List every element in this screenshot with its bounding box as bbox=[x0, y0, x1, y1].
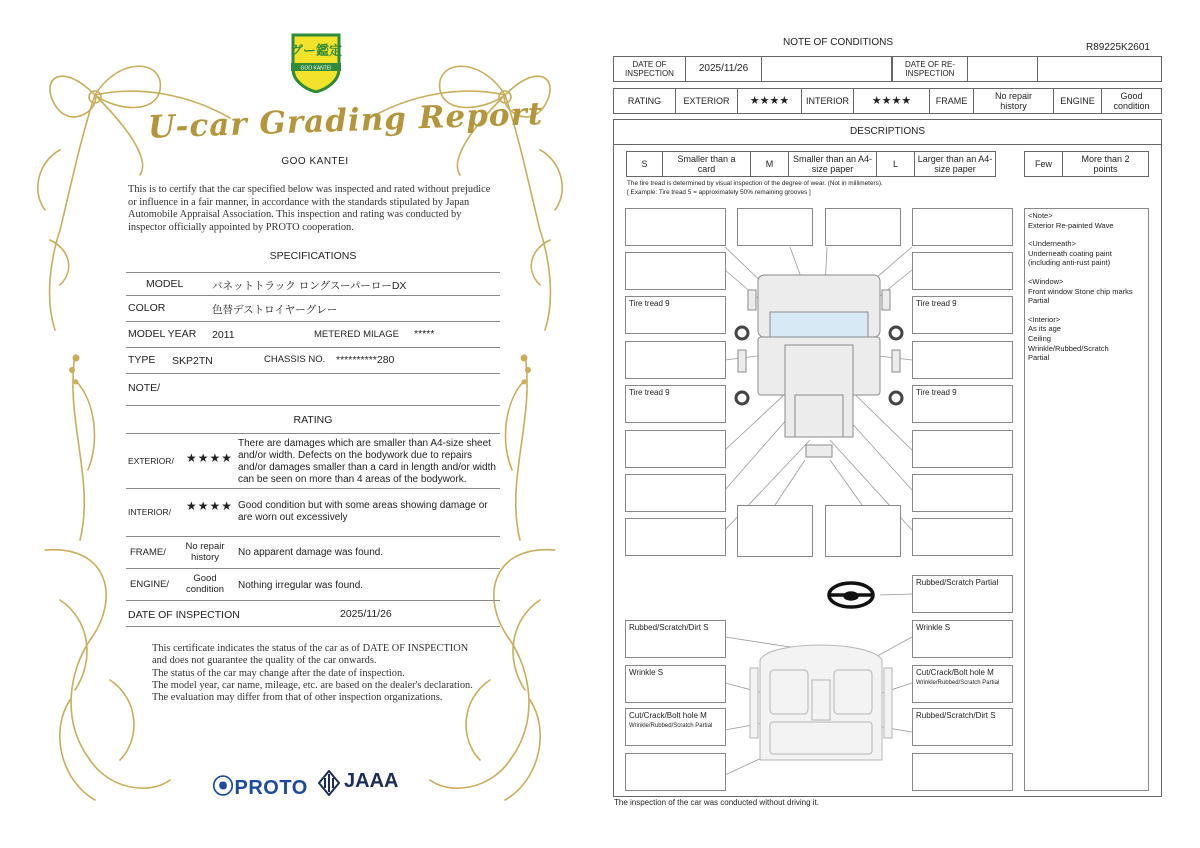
exterior-stars: ★★★★ bbox=[186, 451, 234, 465]
chassis-value: **********280 bbox=[336, 354, 395, 366]
svg-text:グー鑑定: グー鑑定 bbox=[289, 44, 343, 59]
exterior-box-l6 bbox=[625, 430, 726, 468]
interior-left-3-main: Cut/Crack/Bolt hole M bbox=[629, 711, 707, 720]
note-row bbox=[126, 374, 500, 406]
interior-description: Good condition but with some areas showing damage or are worn out excessively bbox=[238, 500, 488, 523]
model-value: バネットトラック ロングスーパーローDX bbox=[212, 280, 407, 292]
interior-right-2-note bbox=[912, 665, 1013, 703]
interior-right-3-note: Rubbed/Scratch/Dirt S bbox=[912, 708, 1013, 746]
exterior-box-r8 bbox=[912, 518, 1013, 556]
certification-text: This is to certify that the car specified below was inspected and rated without prejudice or influence in a fair manner, in accordance with the standards stipulated by Japan Automobile Appraisal Association. This inspection and rating was conducted by inspector officially appointed by PROTO cooperation. bbox=[128, 184, 491, 233]
note-interior-1: As its age bbox=[1028, 324, 1061, 334]
exterior-box-l7 bbox=[625, 474, 726, 512]
interior-label: INTERIOR bbox=[802, 89, 854, 113]
exterior-label: EXTERIOR bbox=[676, 89, 738, 113]
date-of-inspection-row bbox=[126, 601, 500, 627]
date-label: DATE OF INSPECTION bbox=[128, 609, 240, 621]
type-label: TYPE bbox=[128, 354, 156, 366]
footer-line-3: The model year, car name, mileage, etc. are based on the dealer's declaration. bbox=[152, 679, 473, 691]
exterior-box-r1 bbox=[912, 208, 1013, 246]
exterior-box-l8 bbox=[625, 518, 726, 556]
frame-value: No repair history bbox=[974, 89, 1054, 113]
interior-rating-row bbox=[126, 489, 500, 537]
tire-tread-front-left: Tire tread 9 bbox=[625, 296, 726, 334]
exterior-box-r7 bbox=[912, 474, 1013, 512]
report-subtitle: GOO KANTEI bbox=[281, 156, 349, 167]
legend-few-text: More than 2 points bbox=[1081, 154, 1130, 174]
exterior-box-t2 bbox=[825, 208, 901, 246]
frame-value: No repair history bbox=[185, 541, 225, 563]
rating-label: RATING bbox=[614, 89, 676, 113]
engine-label: ENGINE/ bbox=[130, 579, 170, 590]
note-label: NOTE/ bbox=[128, 382, 161, 394]
proto-logo bbox=[212, 770, 308, 801]
rating-heading: RATING bbox=[293, 414, 333, 426]
note-interior-heading: <Interior> bbox=[1028, 314, 1061, 324]
engine-value: Good condition bbox=[1113, 91, 1150, 111]
color-label: COLOR bbox=[128, 302, 166, 314]
jaaa-logo-icon bbox=[318, 770, 340, 796]
interior-right-1-note: Wrinkle S bbox=[912, 620, 1013, 658]
note-exterior: Exterior Re-painted Wave bbox=[1028, 220, 1114, 230]
jaaa-logo-text: JAAA bbox=[344, 770, 399, 792]
chassis-label: CHASSIS NO. bbox=[264, 354, 326, 365]
engine-label: ENGINE bbox=[1054, 89, 1102, 113]
exterior-stars: ★★★★ bbox=[738, 89, 802, 113]
model-year-label: MODEL YEAR bbox=[128, 328, 197, 340]
conditions-title: NOTE OF CONDITIONS bbox=[783, 37, 893, 48]
exterior-rating-row bbox=[126, 433, 500, 489]
date-of-reinspection-label: DATE OF RE-INSPECTION bbox=[892, 57, 968, 81]
engine-description: Nothing irregular was found. bbox=[238, 580, 364, 591]
inspection-footer: The inspection of the car was conducted without driving it. bbox=[614, 798, 819, 807]
footer-line-1: This certificate indicates the status of the car as of DATE OF INSPECTION and does not guarantee the quality of the car onwards. bbox=[152, 643, 469, 667]
interior-right-2-sub: Wrinkle/Rubbed/Scratch Partial bbox=[916, 680, 1000, 686]
exterior-box-l1 bbox=[625, 208, 726, 246]
exterior-box-r2 bbox=[912, 252, 1013, 290]
interior-left-3-sub: Wrinkle/Rubbed/Scratch Partial bbox=[629, 723, 713, 729]
exterior-description: There are damages which are smaller than A4-size sheet and/or width. Defects on the bodywork due to repairs and/or damages smaller than a card in length and/or width can be seen on more than 4 areas of the bodywork. bbox=[238, 438, 496, 485]
exterior-box-r6 bbox=[912, 430, 1013, 468]
mileage-label: METERED MILAGE bbox=[314, 329, 399, 340]
legend-s: S bbox=[627, 152, 663, 176]
reference-number: R89225K2601 bbox=[1086, 42, 1150, 53]
exterior-box-l2 bbox=[625, 252, 726, 290]
tire-tread-rear-left: Tire tread 9 bbox=[625, 385, 726, 423]
interior-left-2-note: Wrinkle S bbox=[625, 665, 726, 703]
proto-logo-icon: ⦿ bbox=[212, 774, 235, 799]
interior-stars: ★★★★ bbox=[186, 499, 234, 513]
interior-dash-left-note: Rubbed/Scratch/Dirt S bbox=[625, 620, 726, 658]
specifications-heading: SPECIFICATIONS bbox=[269, 250, 357, 262]
interior-right-2-main: Cut/Crack/Bolt hole M bbox=[916, 668, 994, 677]
report-title: U-car Grading Report bbox=[147, 95, 544, 146]
type-value: SKP2TN bbox=[172, 355, 213, 367]
descriptions-heading: DESCRIPTIONS bbox=[614, 120, 1161, 145]
interior-box-r4 bbox=[912, 753, 1013, 791]
color-value: 色替デストロイヤーグレー bbox=[212, 304, 338, 316]
date-of-inspection-label: DATE OF INSPECTION bbox=[614, 57, 686, 81]
frame-label: FRAME/ bbox=[130, 547, 166, 558]
exterior-box-b1 bbox=[737, 505, 813, 557]
certificate-footer bbox=[152, 643, 482, 704]
date-of-inspection-value: 2025/11/26 bbox=[686, 57, 762, 81]
frame-label: FRAME bbox=[930, 89, 974, 113]
legend-l: L bbox=[877, 152, 915, 176]
legend-s-text: Smaller than a card bbox=[663, 152, 751, 176]
note-interior-4: Partial bbox=[1028, 353, 1050, 363]
engine-value: Good condition bbox=[185, 573, 225, 595]
proto-logo-text: PROTO bbox=[234, 777, 308, 799]
note-of-conditions-sheet bbox=[600, 0, 1200, 848]
legend-few: Few bbox=[1025, 152, 1063, 176]
date-value: 2025/11/26 bbox=[340, 608, 392, 620]
note-interior-2: Ceiling bbox=[1028, 333, 1051, 343]
model-row bbox=[126, 272, 500, 296]
exterior-box-t1 bbox=[737, 208, 813, 246]
exterior-label: EXTERIOR/ bbox=[128, 456, 174, 466]
interior-steering-note: Rubbed/Scratch Partial bbox=[912, 575, 1013, 613]
footer-line-2: The status of the car may change after the date of inspection. bbox=[152, 667, 405, 679]
type-row bbox=[126, 348, 500, 374]
footer-line-4: The evaluation may differ from that of other inspection organizations. bbox=[152, 692, 443, 704]
goo-kantei-badge-icon bbox=[287, 31, 345, 93]
note-heading: <Note> bbox=[1028, 211, 1053, 220]
model-year-value: 2011 bbox=[212, 329, 235, 341]
legend-m: M bbox=[751, 152, 789, 176]
exterior-box-b2 bbox=[825, 505, 901, 557]
frame-description: No apparent damage was found. bbox=[238, 547, 384, 558]
note-window: Front window Stone chip marks Partial bbox=[1028, 286, 1133, 306]
engine-row bbox=[126, 569, 500, 601]
notes-panel bbox=[1024, 208, 1149, 791]
tire-tread-rear-right: Tire tread 9 bbox=[912, 385, 1013, 423]
exterior-box-l4 bbox=[625, 341, 726, 379]
note-underneath-heading: <Underneath> bbox=[1028, 239, 1076, 249]
note-underneath: Underneath coating paint (including anti-rust paint) bbox=[1028, 248, 1112, 268]
note-window-heading: <Window> bbox=[1028, 276, 1064, 286]
interior-stars: ★★★★ bbox=[854, 89, 930, 113]
model-year-row bbox=[126, 322, 500, 348]
legend-l-text: Larger than an A4-size paper bbox=[917, 154, 993, 174]
model-label: MODEL bbox=[146, 278, 184, 290]
legend-m-text: Smaller than an A4-size paper bbox=[789, 152, 877, 176]
svg-text:GOO KANTEI: GOO KANTEI bbox=[300, 65, 332, 72]
tread-note-2: [ Example: Tire tread 5 = approximately 50% remaining grooves ] bbox=[627, 189, 811, 196]
tread-note-1: The tire tread is determined by visual inspection of the degree of wear. (Not in millimeters). bbox=[627, 180, 883, 187]
frame-row bbox=[126, 537, 500, 569]
color-row bbox=[126, 296, 500, 322]
mileage-value: ***** bbox=[414, 328, 435, 340]
tire-tread-front-right: Tire tread 9 bbox=[912, 296, 1013, 334]
note-interior-3: Wrinkle/Rubbed/Scratch bbox=[1028, 343, 1109, 353]
interior-box-l4 bbox=[625, 753, 726, 791]
interior-left-3-note bbox=[625, 708, 726, 746]
exterior-box-r4 bbox=[912, 341, 1013, 379]
interior-label: INTERIOR/ bbox=[128, 507, 171, 517]
